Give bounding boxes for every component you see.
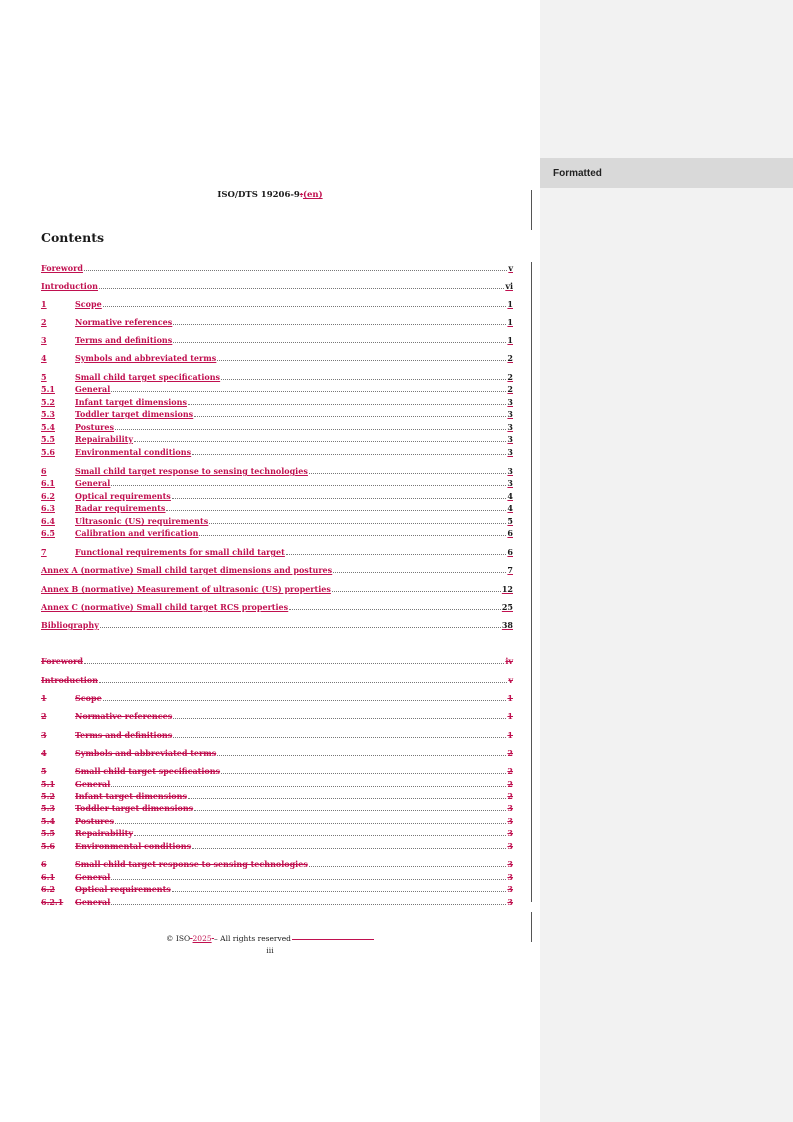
toc-dot-leader [199, 535, 506, 536]
toc-entry-label: Annex A (normative) Small child target dimensions and postures [41, 565, 333, 575]
toc-entry-page: 3 [507, 466, 513, 476]
toc-entry-number: 6 [41, 466, 47, 476]
toc-entry[interactable] [41, 766, 513, 776]
toc-entry-number: 5 [41, 372, 47, 382]
toc-dot-leader [173, 718, 506, 719]
toc-entry-number: 5.6 [41, 841, 55, 851]
toc-entry-label: Calibration and verification [75, 528, 199, 538]
toc-entry[interactable] [41, 299, 513, 309]
toc-entry[interactable] [41, 828, 513, 838]
toc-entry-label: Environmental conditions [75, 841, 192, 851]
toc-entry[interactable] [41, 711, 513, 721]
toc-entry-page: 1 [507, 335, 513, 345]
toc-entry-page: v [508, 675, 513, 685]
toc-dot-leader [111, 879, 506, 880]
toc-entry-label: Small child target response to sensing technologies [75, 466, 308, 476]
toc-entry-page: 1 [507, 299, 513, 309]
toc-entry[interactable] [41, 528, 513, 538]
toc-entry-page: 12 [501, 584, 513, 594]
toc-entry-page: 1 [507, 317, 513, 327]
toc-dot-leader [111, 904, 506, 905]
toc-entry-page: 2 [507, 384, 513, 394]
toc-dot-leader [103, 700, 507, 701]
toc-entry-label: Foreword [41, 263, 83, 273]
toc-entry[interactable] [41, 602, 513, 612]
toc-entry-label: Toddler target dimensions [75, 409, 194, 419]
toc-entry-page: 6 [507, 528, 513, 538]
toc-entry-page: 3 [507, 397, 513, 407]
toc-entry-number: 5.1 [41, 779, 55, 789]
toc-entry-page: 3 [507, 828, 513, 838]
toc-entry-number: 5.4 [41, 422, 55, 432]
toc-entry-page: 3 [507, 409, 513, 419]
toc-entry-label: Environmental conditions [75, 447, 192, 457]
toc-dot-leader [221, 379, 506, 380]
toc-entry-page: 4 [507, 503, 513, 513]
toc-entry[interactable] [41, 447, 513, 457]
toc-dot-leader [103, 306, 507, 307]
toc-entry-page: 5 [507, 516, 513, 526]
toc-entry[interactable] [41, 859, 513, 869]
header-doc-id: ISO/DTS 19206-9 [217, 190, 300, 200]
toc-entry-number: 6.1 [41, 872, 55, 882]
toc-entry[interactable] [41, 491, 513, 501]
toc-entry-page: 2 [507, 766, 513, 776]
toc-dot-leader [173, 324, 506, 325]
toc-entry-number: 1 [41, 693, 47, 703]
toc-entry[interactable] [41, 478, 513, 488]
toc-entry[interactable] [41, 466, 513, 476]
toc-entry-label: Bibliography [41, 620, 99, 630]
toc-entry[interactable] [41, 565, 513, 575]
toc-entry[interactable] [41, 335, 513, 345]
toc-entry-label: Optical requirements [75, 491, 171, 501]
toc-entry-number: 5.5 [41, 434, 55, 444]
toc-entry-number: 5.3 [41, 409, 55, 419]
toc-entry[interactable] [41, 372, 513, 382]
toc-entry[interactable] [41, 816, 513, 826]
toc-entry-number: 1 [41, 299, 47, 309]
toc-entry-label: Scope [75, 693, 102, 703]
toc-dot-leader [188, 798, 506, 799]
toc-entry-page: 2 [507, 748, 513, 758]
toc-entry-number: 4 [41, 748, 47, 758]
toc-entry-label: Repairability [75, 828, 134, 838]
toc-entry-number: 3 [41, 335, 47, 345]
toc-entry-page: 3 [507, 816, 513, 826]
toc-entry-label: Foreword [41, 656, 83, 666]
toc-entry-label: Introduction [41, 281, 98, 291]
toc-entry-page: 3 [507, 447, 513, 457]
toc-dot-leader [111, 391, 506, 392]
toc-entry-label: Scope [75, 299, 102, 309]
toc-entry-label: Repairability [75, 434, 134, 444]
toc-entry-number: 2 [41, 317, 47, 327]
toc-dot-leader [217, 755, 506, 756]
toc-entry-number: 5.2 [41, 791, 55, 801]
toc-entry-number: 6.3 [41, 503, 55, 513]
toc-entry-page: 2 [507, 779, 513, 789]
toc-entry-label: Terms and definitions [75, 730, 173, 740]
toc-dot-leader [173, 737, 506, 738]
toc-entry-page: 3 [507, 884, 513, 894]
toc-entry[interactable] [41, 503, 513, 513]
page-number: iii [266, 946, 274, 955]
toc-dot-leader [194, 810, 506, 811]
toc-entry-label: Optical requirements [75, 884, 171, 894]
toc-entry-page: v [508, 263, 513, 273]
toc-entry-number: 3 [41, 730, 47, 740]
toc-dot-leader [134, 441, 506, 442]
toc-entry-label: Small child target specifications [75, 372, 221, 382]
toc-dot-leader [333, 572, 506, 573]
toc-dot-leader [172, 498, 507, 499]
toc-entry-label: Annex C (normative) Small child target RCS properties [41, 602, 289, 612]
toc-entry-page: 6 [507, 547, 513, 557]
toc-entry-label: Small child target specifications [75, 766, 221, 776]
toc-entry-number: 5 [41, 766, 47, 776]
toc-entry-label: General [75, 384, 111, 394]
toc-entry-page: 3 [507, 841, 513, 851]
toc-entry[interactable] [41, 897, 513, 907]
toc-entry-number: 5.4 [41, 816, 55, 826]
toc-entry[interactable] [41, 516, 513, 526]
toc-entry-page: 1 [507, 730, 513, 740]
toc-entry-page: 3 [507, 872, 513, 882]
toc-entry-page: 1 [507, 693, 513, 703]
toc-dot-leader [99, 682, 507, 683]
toc-dot-leader [173, 342, 506, 343]
toc-entry-page: 3 [507, 803, 513, 813]
toc-entry[interactable] [41, 803, 513, 813]
toc-entry-label: General [75, 478, 111, 488]
toc-entry-label: Normative references [75, 317, 173, 327]
footer-copyright: © ISO [166, 934, 191, 943]
toc-dot-leader [115, 823, 506, 824]
toc-entry-page: 1 [507, 711, 513, 721]
toc-entry-label: Small child target response to sensing technologies [75, 859, 308, 869]
toc-entry[interactable] [41, 263, 513, 273]
toc-entry[interactable] [41, 872, 513, 882]
toc-entry-label: Introduction [41, 675, 98, 685]
toc-entry-page: 2 [507, 372, 513, 382]
contents-heading: Contents [41, 230, 105, 245]
toc-entry-number: 6.2.1 [41, 897, 64, 907]
toc-entry-label: Terms and definitions [75, 335, 173, 345]
toc-entry-page: 25 [501, 602, 513, 612]
toc-entry-page: 3 [507, 897, 513, 907]
toc-entry[interactable] [41, 884, 513, 894]
toc-entry[interactable] [41, 841, 513, 851]
toc-entry-page: 2 [507, 791, 513, 801]
toc-entry[interactable] [41, 656, 513, 666]
toc-entry-number: 5.3 [41, 803, 55, 813]
toc-dot-leader [194, 416, 506, 417]
toc-entry-label: Postures [75, 816, 114, 826]
toc-entry-number: 6.4 [41, 516, 55, 526]
toc-dot-leader [111, 786, 506, 787]
toc-entry-label: Radar requirements [75, 503, 166, 513]
toc-entry[interactable] [41, 434, 513, 444]
toc-entry-page: 38 [501, 620, 513, 630]
toc-entry[interactable] [41, 547, 513, 557]
toc-entry[interactable] [41, 779, 513, 789]
toc-entry-label: Symbols and abbreviated terms [75, 353, 217, 363]
toc-entry[interactable] [41, 748, 513, 758]
toc-dot-leader [289, 609, 501, 610]
toc-entry-page: 3 [507, 422, 513, 432]
toc-dot-leader [99, 288, 504, 289]
change-bar [531, 262, 532, 902]
toc-dot-leader [309, 866, 507, 867]
toc-entry[interactable] [41, 281, 513, 291]
toc-entry-label: Normative references [75, 711, 173, 721]
toc-entry-label: Annex B (normative) Measurement of ultrasonic (US) properties [41, 584, 331, 594]
page-header [0, 190, 540, 200]
toc-entry-page: 7 [507, 565, 513, 575]
toc-dot-leader [84, 270, 507, 271]
toc-entry-number: 5.5 [41, 828, 55, 838]
toc-dot-leader [100, 627, 501, 628]
toc-dot-leader [111, 485, 506, 486]
toc-entry-label: Toddler target dimensions [75, 803, 194, 813]
footer-rights: – All rights reserved [214, 934, 291, 943]
toc-entry-label: General [75, 779, 111, 789]
toc-entry-page: 3 [507, 859, 513, 869]
header-inserted-text: (en) [302, 190, 323, 200]
toc-dot-leader [286, 554, 507, 555]
toc-entry[interactable] [41, 384, 513, 394]
toc-dot-leader [166, 510, 506, 511]
toc-entry-label: Infant target dimensions [75, 791, 187, 801]
formatted-comment-balloon[interactable] [540, 158, 793, 188]
toc-entry-number: 2 [41, 711, 47, 721]
toc-entry-number: 7 [41, 547, 47, 557]
toc-entry-label: General [75, 897, 111, 907]
toc-entry-number: 6.2 [41, 884, 55, 894]
footer-year: 2025 [192, 934, 212, 943]
toc-entry[interactable] [41, 620, 513, 630]
toc-entry[interactable] [41, 693, 513, 703]
toc-entry-page: 3 [507, 478, 513, 488]
toc-entry-number: 5.1 [41, 384, 55, 394]
toc-dot-leader [221, 773, 506, 774]
toc-dot-leader [134, 835, 506, 836]
toc-entry-number: 6.5 [41, 528, 55, 538]
header-deleted-text: : [299, 190, 303, 200]
toc-entry-label: Ultrasonic (US) requirements [75, 516, 209, 526]
toc-dot-leader [209, 523, 506, 524]
toc-dot-leader [115, 429, 506, 430]
comment-label: Formatted [553, 168, 602, 179]
toc-entry-label: Postures [75, 422, 114, 432]
toc-dot-leader [332, 591, 501, 592]
toc-dot-leader [188, 404, 506, 405]
toc-entry-number: 6 [41, 859, 47, 869]
toc-entry[interactable] [41, 317, 513, 327]
toc-dot-leader [192, 848, 506, 849]
toc-entry-page: 3 [507, 434, 513, 444]
toc-entry-label: General [75, 872, 111, 882]
page-footer [0, 934, 540, 943]
toc-entry[interactable] [41, 675, 513, 685]
toc-entry[interactable] [41, 397, 513, 407]
footer-deleted-rule [292, 939, 374, 940]
toc-entry[interactable] [41, 791, 513, 801]
toc-entry-page: vi [505, 281, 513, 291]
toc-dot-leader [192, 454, 506, 455]
toc-entry[interactable] [41, 730, 513, 740]
toc-entry-label: Symbols and abbreviated terms [75, 748, 217, 758]
toc-entry-label: Infant target dimensions [75, 397, 187, 407]
toc-entry-number: 6.2 [41, 491, 55, 501]
toc-entry-number: 5.6 [41, 447, 55, 457]
toc-entry-label: Functional requirements for small child target [75, 547, 285, 557]
toc-entry[interactable] [41, 353, 513, 363]
toc-entry-number: 5.2 [41, 397, 55, 407]
toc-dot-leader [172, 891, 507, 892]
toc-dot-leader [217, 360, 506, 361]
toc-entry-page: iv [505, 656, 513, 666]
toc-entry[interactable] [41, 584, 513, 594]
toc-entry[interactable] [41, 422, 513, 432]
toc-entry-page: 2 [507, 353, 513, 363]
toc-entry-page: 4 [507, 491, 513, 501]
toc-entry-number: 4 [41, 353, 47, 363]
toc-entry[interactable] [41, 409, 513, 419]
toc-dot-leader [309, 473, 507, 474]
toc-entry-number: 6.1 [41, 478, 55, 488]
toc-dot-leader [84, 663, 504, 664]
